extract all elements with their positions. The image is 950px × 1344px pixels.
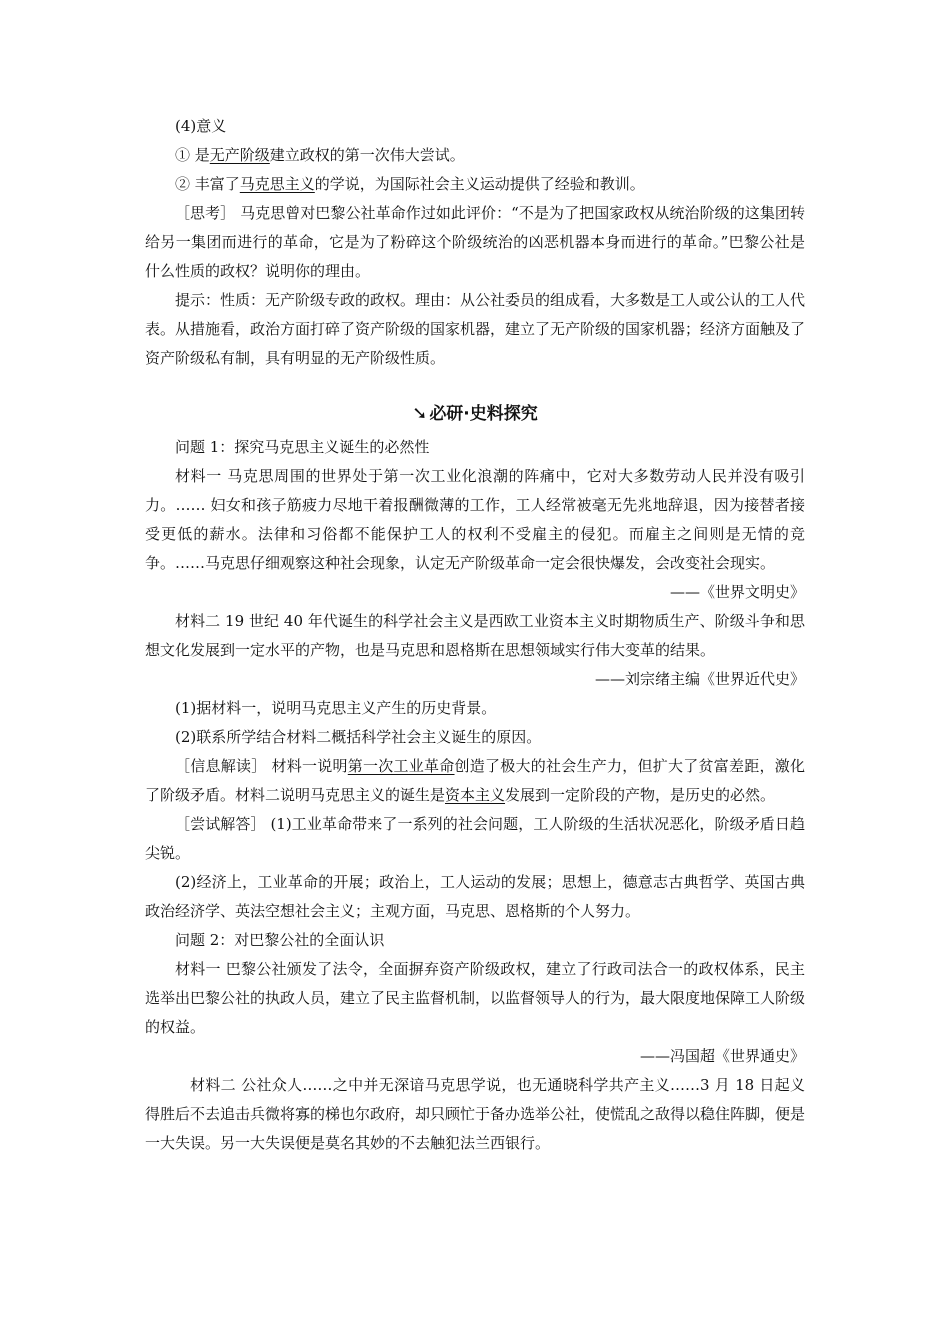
think-paragraph: ［思考］ 马克思曾对巴黎公社革命作过如此评价：“不是为了把国家政权从统治阶级的这集团转给另一集团而进行的革命，它是为了粉碎这个阶级统治的凶恶机器本身而进行的革命。”巴黎公社是什么性质的政权？说明你的理由。 [145,204,805,280]
source-citation: ——刘宗绪主编《世界近代史》 [594,670,805,688]
underlined-term: 马克思主义 [239,175,315,193]
answer-2: (2)经济上，工业革命的开展；政治上，工人运动的发展；思想上，德意志古典哲学、英国古典政治经济学、英法空想社会主义；主观方面，马克思、恩格斯的个人努力。 [145,873,805,920]
question-1-title: 问题 1：探究马克思主义诞生的必然性 [175,438,430,456]
question-1-ask-1: (1)据材料一，说明马克思主义产生的历史背景。 [175,699,497,717]
underlined-term: 无产阶级 [209,146,270,164]
info-interpretation: ［信息解读］ 材料一说明第一次工业革命创造了极大的社会生产力，但扩大了贫富差距，激化了阶级矛盾。材料二说明马克思主义的诞生是资本主义发展到一定阶段的产物，是历史的必然。 [145,757,805,804]
hint-paragraph: 提示：性质：无产阶级专政的政权。理由：从公社委员的组成看，大多数是工人或公认的工人代表。从措施看，政治方面打碎了资产阶级的国家机器，建立了无产阶级的国家机器；经济方面触及了资产阶级私有制，具有明显的无产阶级性质。 [145,291,806,367]
significance-item-1: ① 是无产阶级建立政权的第一次伟大尝试。 [175,146,465,164]
question-2-material-2: 材料二 公社众人……之中并无深谙马克思学说，也无通晓科学共产主义……3 月 18 日起义得胜后不去追击兵微将寡的梯也尔政府，却只顾忙于备办选举公社，使慌乱之敌得以稳住阵脚，便是一大失误。另一大失误便是莫名其妙的不去触犯法兰西银行。 [145,1076,806,1152]
answer-1: ［尝试解答］ (1)工业革命带来了一系列的社会问题，工人阶级的生活状况恶化，阶级矛盾日趋尖锐。 [145,815,805,862]
document-page [145,112,805,1158]
underlined-term: 资本主义 [445,786,506,804]
question-1-ask-2: (2)联系所学结合材料二概括科学社会主义诞生的原因。 [175,728,542,746]
section-title: (4)意义 [175,117,227,135]
source-citation: ——《世界文明史》 [669,583,805,601]
question-2-title: 问题 2：对巴黎公社的全面认识 [175,931,385,949]
underlined-term: 第一次工业革命 [347,757,455,775]
heading-text: 必研·史料探究 [429,404,538,424]
significance-item-2: ② 丰富了马克思主义的学说，为国际社会主义运动提供了经验和教训。 [175,175,645,193]
question-2-material-1: 材料一 巴黎公社颁发了法令，全面摒弃资产阶级政权，建立了行政司法合一的政权体系，民主选举出巴黎公社的执政人员，建立了民主监督机制，以监督领导人的行为，最大限度地保障工人阶级的权益。 [145,960,806,1036]
source-citation: ——冯国超《世界通史》 [639,1047,805,1065]
arrow-icon: ➘ [412,403,428,424]
question-1-material-1: 材料一 马克思周围的世界处于第一次工业化浪潮的阵痛中，它对大多数劳动人民并没有吸引力。…… 妇女和孩子筋疲力尽地干着报酬微薄的工作，工人经常被毫无先兆地辞退，因为接替者接受更低的薪水。法律和习俗都不能保护工人的权利不受雇主的侵犯。而雇主之间则是无情的竞争。……马克思仔细观察这种社会现象，认定无产阶级革命一定会很快爆发，会改变社会现实。 [145,467,805,572]
section-heading [145,399,805,429]
question-1-material-2: 材料二 19 世纪 40 年代诞生的科学社会主义是西欧工业资本主义时期物质生产、阶级斗争和思想文化发展到一定水平的产物，也是马克思和恩格斯在思想领域实行伟大变革的结果。 [145,612,805,659]
